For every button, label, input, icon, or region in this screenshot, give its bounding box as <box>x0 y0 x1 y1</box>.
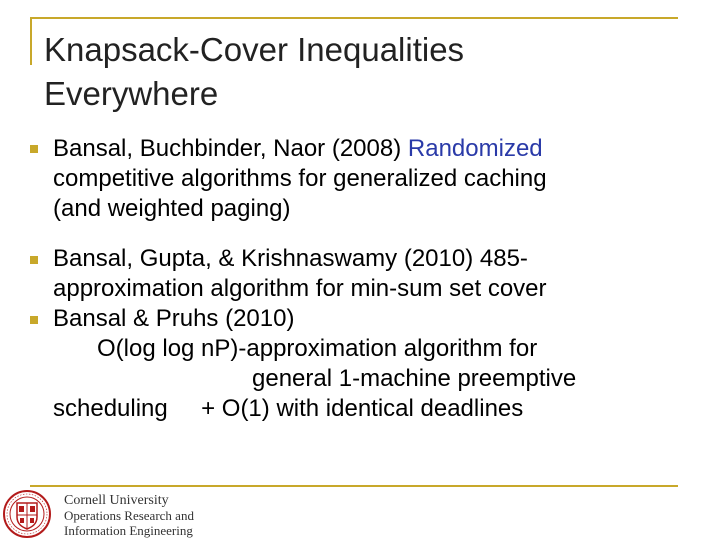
department-line-1: Operations Research and <box>64 508 194 523</box>
top-rule <box>30 17 678 19</box>
bullet-1-line-1-accent: Randomized <box>407 135 543 162</box>
bullet-3-line-4: scheduling + O(1) with identical deadlines <box>53 395 524 422</box>
bullet-1-line-1 <box>53 134 543 164</box>
title-line-1: Knapsack-Cover Inequalities <box>44 31 465 68</box>
footer-affiliation <box>64 493 194 538</box>
university-name: Cornell University <box>64 493 169 508</box>
bullet-2-line-1: Bansal, Gupta, & Krishnaswamy (2010) 485- <box>53 245 528 272</box>
bullet-1-line-1-text: Bansal, Buchbinder, Naor (2008) <box>53 135 408 162</box>
bullet-3-line-1: Bansal & Pruhs (2010) <box>53 305 295 332</box>
bullet-marker-1 <box>30 145 38 153</box>
bullet-3-line-3: general 1-machine preemptive <box>252 365 577 392</box>
bullet-1-line-3: (and weighted paging) <box>53 195 291 222</box>
left-rule <box>30 17 32 65</box>
title-line-2: Everywhere <box>44 75 219 112</box>
bullet-2-line-2: approximation algorithm for min-sum set cover <box>53 275 547 302</box>
department-line-2: Information Engineering <box>64 523 193 538</box>
slide-title <box>44 28 464 116</box>
cornell-seal-icon <box>2 489 52 539</box>
bullet-marker-2 <box>30 256 38 264</box>
bullet-3-line-2: O(log log nP)-approximation algorithm for <box>97 335 538 362</box>
bullet-1-line-2: competitive algorithms for generalized caching <box>53 165 547 192</box>
bullet-marker-3 <box>30 316 38 324</box>
bottom-rule <box>30 485 678 487</box>
